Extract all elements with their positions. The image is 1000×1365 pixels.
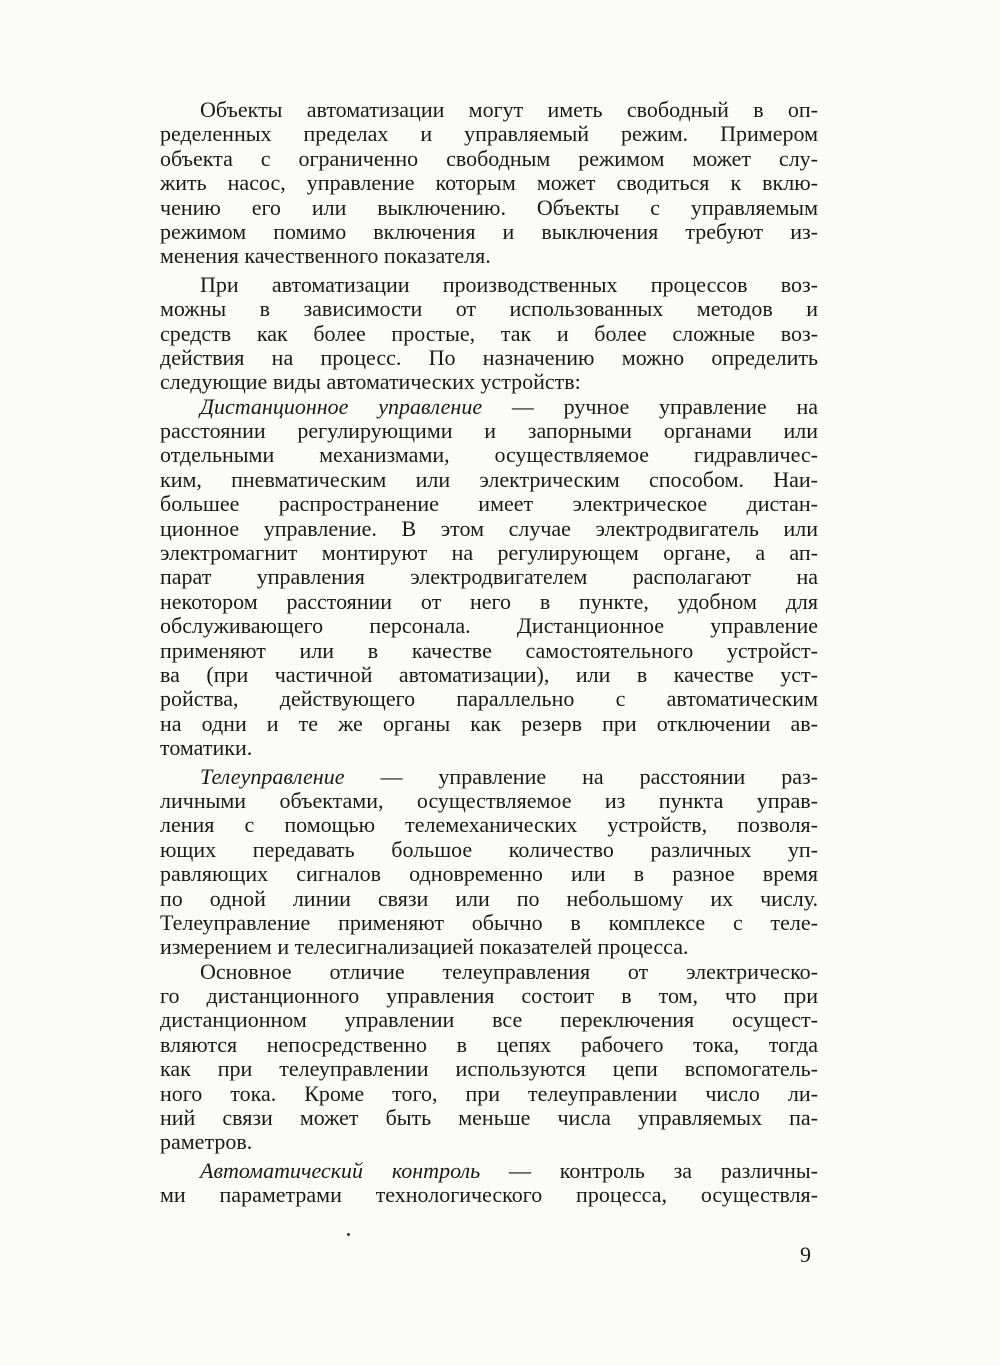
text-line: жить насос, управление которым может сводиться к вклю- [160,170,818,196]
text-line: ного тока. Кроме того, при телеуправлении число ли- [160,1080,818,1106]
text-line [160,765,818,789]
text-line: парат управления электродвигателем располагают на [160,564,818,590]
body-text [160,98,818,1208]
text-line: большее распространение имеет электрическое дистан- [160,491,818,517]
term-automatic-control: Автоматический контроль [200,1157,481,1183]
page-number: 9 [800,1242,811,1267]
text-line: применяют или в качестве самостоятельного устройст- [160,637,818,663]
text-line: отдельными механизмами, осуществляемое гидравличес- [160,442,818,468]
text-line: го дистанционного управления состоит в том, что при [160,983,818,1009]
text-line: ва (при частичной автоматизации), или в качестве уст- [160,661,818,687]
term-remote-control: Дистанционное управление [200,393,483,419]
text-line: вляются непосредственно в цепях рабочего тока, тогда [160,1031,818,1057]
text-fragment: — ручное управление на [482,393,819,419]
text-line: раметров. [160,1129,253,1155]
text-fragment: — контроль за различны- [480,1157,818,1183]
text-line: ления с помощью телемеханических устройств, позволя- [160,812,818,838]
text-line: чению его или выключению. Объекты с управляемым [160,194,818,220]
text-line: обслуживающего персонала. Дистанционное управление [160,613,818,639]
text-line: ким, пневматическим или электрическим способом. Наи- [160,466,818,492]
term-telecontrol: Телеуправление [200,763,345,789]
text-line: менения качественного показателя. [160,243,491,269]
text-line: ционное управление. В этом случае электродвигатель или [160,515,818,541]
text-line: ройства, действующего параллельно с автоматическим [160,686,818,712]
text-line: расстоянии регулирующими и запорными органами или [160,418,818,444]
text-line: личными объектами, осуществляемое из пункта управ- [160,787,818,813]
text-line: объекта с ограниченно свободным режимом может слу- [160,145,818,171]
text-line: некотором расстоянии от него в пункте, удобном для [160,588,818,614]
text-line: как при телеуправлении используются цепи вспомогатель- [160,1056,818,1082]
text-line: можны в зависимости от использованных методов и [160,296,818,322]
text-line: средств как более простые, так и более сложные воз- [160,320,818,346]
text-line: следующие виды автоматических устройств: [160,369,581,395]
text-line: на одни и те же органы как резерв при отключении ав- [160,710,818,736]
text-line: томатики. [160,735,253,761]
text-line: Основное отличие телеуправления от электрическо- [200,958,818,984]
text-line: ний связи может быть меньше числа управляемых па- [160,1105,818,1131]
text-line [160,395,818,419]
text-line: по одной линии связи или по небольшому их числу. [160,885,818,911]
text-line: режимом помимо включения и выключения требуют из- [160,218,818,244]
text-line: ющих передавать большое количество различных уп- [160,836,818,862]
text-line: ми параметрами технологического процесса, осуществля- [160,1182,818,1208]
text-line [160,1159,818,1183]
text-line: дистанционном управлении все переключения осущест- [160,1007,818,1033]
text-line: равляющих сигналов одновременно или в разное время [160,861,818,887]
print-speck [347,1233,350,1236]
text-line: электромагнит монтируют на регулирующем органе, а ап- [160,540,818,566]
text-line: Объекты автоматизации могут иметь свободный в оп- [200,97,818,122]
text-line: действия на процесс. По назначению можно определить [160,344,818,370]
text-fragment: — управление на расстоянии раз- [344,763,818,789]
text-line: измерением и телесигнализацией показателей процесса. [160,934,689,960]
text-line: При автоматизации производственных процессов воз- [200,271,818,297]
text-line: ределенных пределах и управляемый режим. Примером [160,121,818,147]
text-line: Телеуправление применяют обычно в комплексе с теле- [160,909,818,935]
